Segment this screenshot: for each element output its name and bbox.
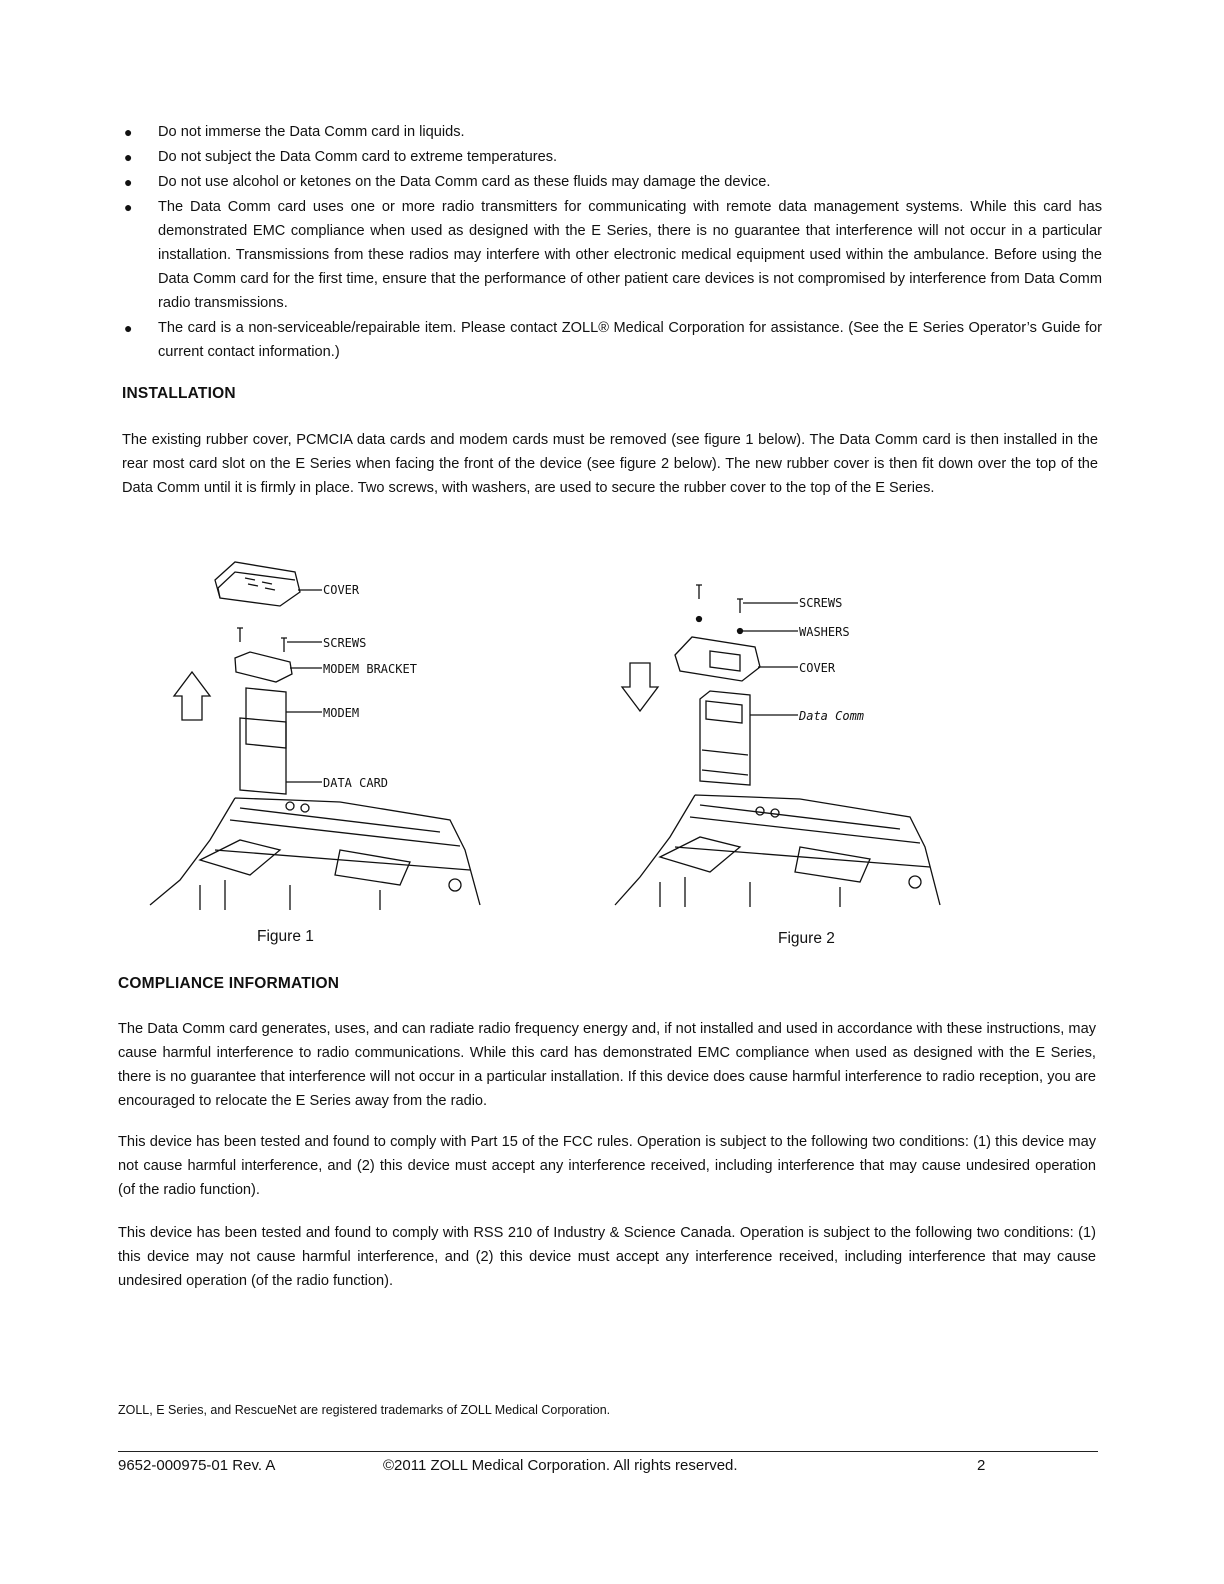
bullet-icon: ● — [124, 174, 133, 190]
list-item: ● Do not subject the Data Comm card to extreme temperatures. — [122, 145, 1102, 169]
compliance-paragraph-3: This device has been tested and found to comply with RSS 210 of Industry & Science Canada. Operation is subject to the following two conditions: (1) this device may not cause harmful interference, and (2) this device must accept any interference received, including interference that may cause undesired operation (of the radio function). — [118, 1225, 1096, 1289]
compliance-paragraph-1: The Data Comm card generates, uses, and can radiate radio frequency energy and, if not installed and used in accordance with these instructions, may cause harmful interference to radio communications. While this card has demonstrated EMC compliance when used as designed with the E Series, there is no guarantee that interference will not occur in a particular installation. If this device does cause harmful interference to radio reception, you are encouraged to relocate the E Series away from the radio. — [118, 1021, 1096, 1109]
list-item: ● The card is a non-serviceable/repairable item. Please contact ZOLL® Medical Corporation for assistance. (See the E Series Operator’s Guide for current contact information.) — [122, 316, 1102, 364]
callout-screws: SCREWS — [799, 596, 843, 610]
part-number: 9652-000975-01 Rev. A — [118, 1457, 276, 1474]
callout-cover: COVER — [323, 583, 360, 597]
callout-screws: SCREWS — [323, 636, 367, 650]
callout-modem: MODEM — [323, 706, 360, 720]
bullet-icon: ● — [124, 124, 133, 140]
bullet-icon: ● — [124, 199, 133, 215]
figure-1-caption: Figure 1 — [257, 928, 314, 945]
callout-data-comm: Data Comm — [799, 709, 865, 723]
page-number: 2 — [977, 1457, 986, 1474]
callout-washers: WASHERS — [799, 625, 850, 639]
compliance-heading: COMPLIANCE INFORMATION — [118, 975, 340, 992]
bullet-icon: ● — [124, 149, 133, 165]
callout-data-card: DATA CARD — [323, 776, 389, 790]
copyright: ©2011 ZOLL Medical Corporation. All rights reserved. — [383, 1457, 738, 1474]
callout-modem-bracket: MODEM BRACKET — [323, 662, 417, 676]
installation-text: The existing rubber cover, PCMCIA data cards and modem cards must be removed (see figure 1 below). The Data Comm card is then installed in the rear most card slot on the E Series when facing the front of the device (see figure 2 below). The new rubber cover is then fit down over the top of the Data Comm until it is firmly in place. Two screws, with washers, are used to secure the rubber cover to the top of the E Series. — [122, 432, 1098, 496]
compliance-paragraph-2: This device has been tested and found to comply with Part 15 of the FCC rules. Operation is subject to the following two conditions: (1) this device may not cause harmful interference, and (2) this device must accept any interference received, including interference that may cause undesired operation (of the radio function). — [118, 1134, 1096, 1198]
callout-cover: COVER — [799, 661, 836, 675]
trademark-note: ZOLL, E Series, and RescueNet are registered trademarks of ZOLL Medical Corporation. — [118, 1403, 611, 1417]
list-item: ● Do not immerse the Data Comm card in liquids. — [122, 120, 1102, 144]
bullet-icon: ● — [124, 320, 133, 336]
figure-2-caption: Figure 2 — [778, 930, 835, 947]
list-item: ● Do not use alcohol or ketones on the Data Comm card as these fluids may damage the device. — [122, 170, 1102, 194]
installation-heading: INSTALLATION — [122, 385, 236, 402]
list-item: ● The Data Comm card uses one or more radio transmitters for communicating with remote data management systems. While this card has demonstrated EMC compliance when used as designed with the E Series, there is no guarantee that interference will not occur in a particular installation. Transmissions from these radios may interfere with other electronic medical equipment used within the ambulance. Before using the Data Comm card for the first time, ensure that the performance of other patient care devices is not compromised by interference from Data Comm radio transmissions. — [122, 195, 1102, 315]
footer-divider — [118, 1451, 1098, 1452]
caution-list — [122, 120, 1102, 365]
figure-1-illustration — [140, 550, 500, 915]
figure-2-illustration — [610, 575, 990, 915]
